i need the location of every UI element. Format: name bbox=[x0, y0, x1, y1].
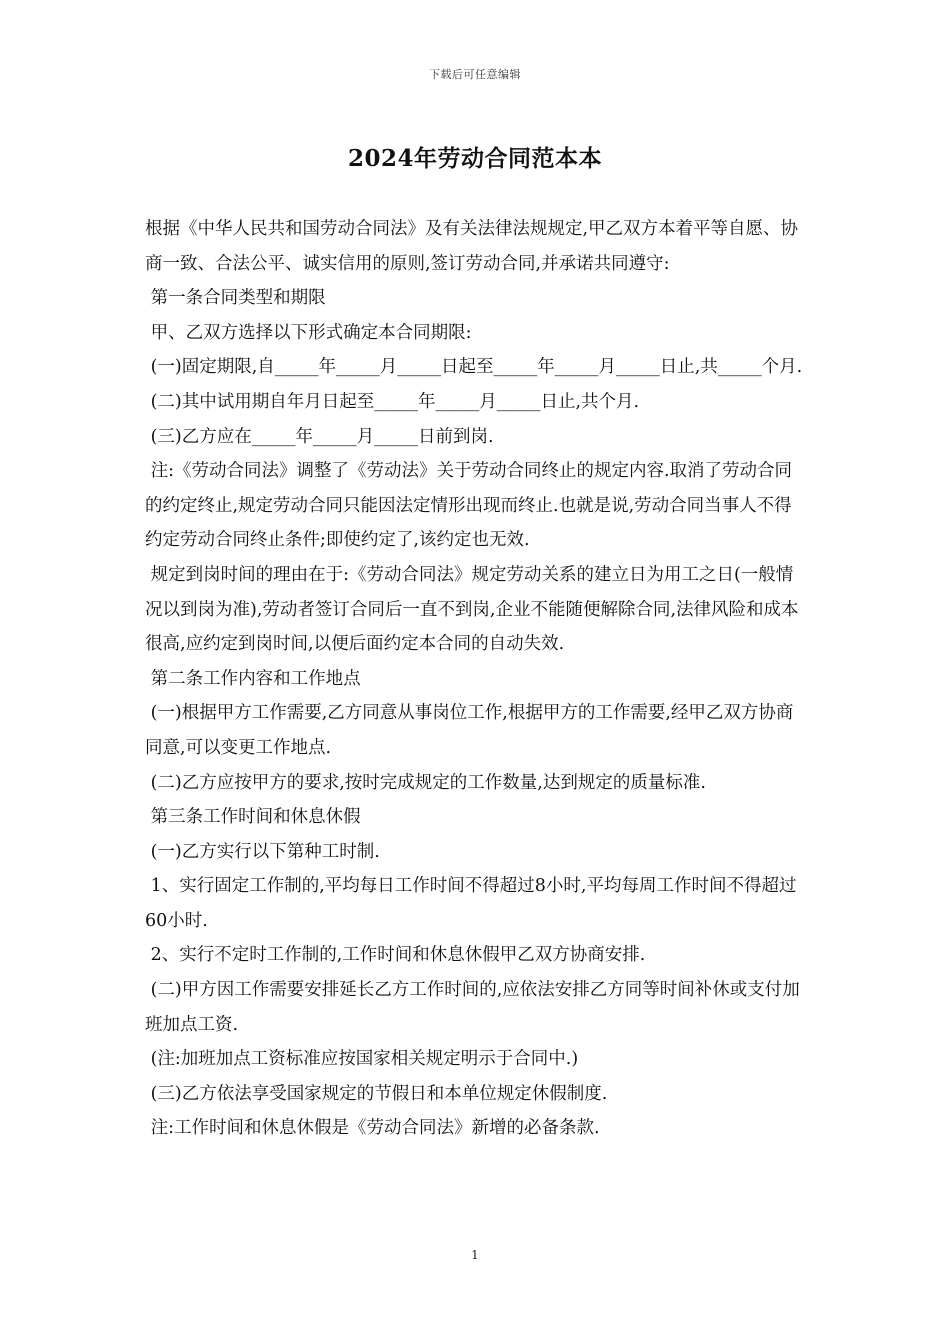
paragraph-preamble: 根据《中华人民共和国劳动合同法》及有关法律法规规定,甲乙双方本着平等自愿、协商一致、合法公平、诚实信用的原则,签订劳动合同,并承诺共同遵守: bbox=[145, 219, 799, 274]
paragraph: (三)乙方应在_____年_____月_____日前到岗. bbox=[145, 426, 494, 447]
paragraph: 1、实行固定工作制的,平均每日工作时间不得超过8小时,平均每周工作时间不得超过60小时. bbox=[145, 876, 797, 931]
header-note: 下载后可任意编辑 bbox=[429, 68, 521, 81]
paragraph: (二)其中试用期自年月日起至_____年_____月_____日止,共个月. bbox=[145, 391, 640, 412]
paragraph: (一)固定期限,自_____年_____月_____日起至_____年_____月_____日止,共_____个月. bbox=[145, 357, 803, 378]
note-paragraph: 注:工作时间和休息休假是《劳动合同法》新增的必备条款. bbox=[145, 1118, 600, 1139]
heading-article-3: 第三条工作时间和休息休假 bbox=[145, 807, 361, 828]
heading-article-2: 第二条工作内容和工作地点 bbox=[145, 668, 361, 689]
heading-article-1: 第一条合同类型和期限 bbox=[145, 288, 326, 309]
paragraph: 2、实行不定时工作制的,工作时间和休息休假甲乙双方协商安排. bbox=[145, 945, 646, 966]
paragraph: 甲、乙双方选择以下形式确定本合同期限: bbox=[145, 322, 472, 343]
note-paragraph: 注:《劳动合同法》调整了《劳动法》关于劳动合同终止的规定内容.取消了劳动合同的约定终止,规定劳动合同只能因法定情形出现而终止.也就是说,劳动合同当事人不得约定劳动合同终止条件;即使约定了,该约定也无效. bbox=[145, 461, 793, 551]
paragraph: (三)乙方依法享受国家规定的节假日和本单位规定休假制度. bbox=[145, 1083, 608, 1104]
paragraph: 规定到岗时间的理由在于:《劳动合同法》规定劳动关系的建立日为用工之日(一般情况以到岗为准),劳动者签订合同后一直不到岗,企业不能随便解除合同,法律风险和成本很高,应约定到岗时间,以便后面约定本合同的自动失效. bbox=[145, 564, 799, 655]
paragraph: (一)乙方实行以下第种工时制. bbox=[145, 841, 380, 862]
paragraph: (二)甲方因工作需要安排延长乙方工作时间的,应依法安排乙方同等时间补休或支付加班加点工资. bbox=[145, 980, 800, 1035]
page-number: 1 bbox=[471, 1248, 479, 1262]
paragraph: (二)乙方应按甲方的要求,按时完成规定的工作数量,达到规定的质量标准. bbox=[145, 772, 706, 793]
document-title: 2024年劳动合同范本本 bbox=[347, 145, 602, 172]
paragraph: (一)根据甲方工作需要,乙方同意从事岗位工作,根据甲方的工作需要,经甲乙双方协商同意,可以变更工作地点. bbox=[145, 703, 794, 758]
document-body bbox=[145, 212, 807, 1146]
note-paragraph: (注:加班加点工资标准应按国家相关规定明示于合同中.) bbox=[145, 1049, 579, 1070]
